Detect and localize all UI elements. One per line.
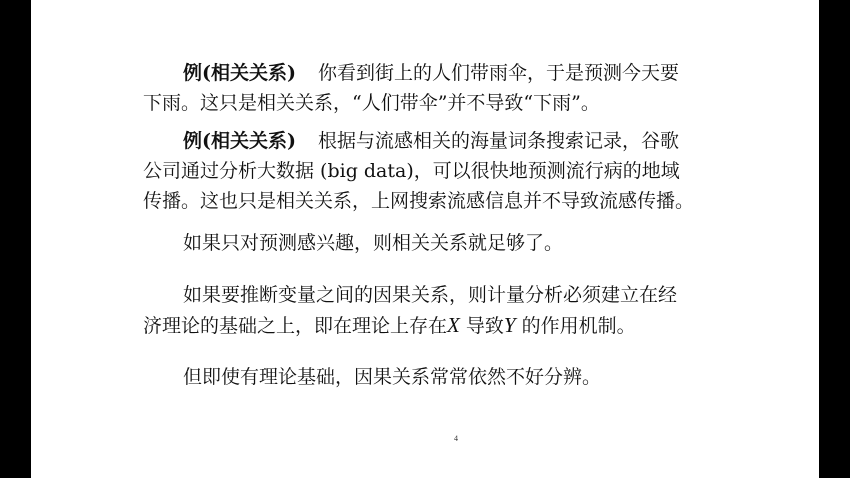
paragraph-line <box>143 310 753 341</box>
paragraph-text: 根据与流感相关的海量词条搜索记录，谷歌 <box>317 130 679 152</box>
math-variable-y: Y <box>503 313 516 337</box>
paragraph-line: 如果要推断变量之间的因果关系，则计量分析必须建立在经 <box>183 284 678 306</box>
paragraph-text: 导致 <box>459 315 504 337</box>
paragraph-text: 济理论的基础之上，即在理论上存在 <box>143 315 448 337</box>
paragraph-text: 你看到街上的人们带雨伞，于是预测今天要 <box>317 62 679 84</box>
paragraph-causality <box>143 280 753 341</box>
example-label: 例(相关关系) <box>183 130 296 152</box>
paragraph-line <box>143 126 753 156</box>
paragraph-line: 但即使有理论基础，因果关系常常依然不好分辨。 <box>183 366 602 388</box>
paragraph-text: 的作用机制。 <box>515 315 636 337</box>
slide-page <box>31 0 819 478</box>
paragraph-line: 传播。这也只是相关关系，上网搜索流感信息并不导致流感传播。 <box>143 190 695 212</box>
example-paragraph-flu <box>143 126 753 216</box>
paragraph-line <box>143 58 753 88</box>
example-label: 例(相关关系) <box>183 62 296 84</box>
paragraph-line: 公司通过分析大数据 (big data)，可以很快地预测流行病的地域 <box>143 160 680 182</box>
paragraph-line: 下雨。这只是相关关系，“人们带伞”并不导致“下雨”。 <box>143 92 600 114</box>
paragraph-conclusion <box>143 362 753 392</box>
example-paragraph-umbrella <box>143 58 753 118</box>
paragraph-line: 如果只对预测感兴趣，则相关关系就足够了。 <box>183 232 564 254</box>
math-variable-x: X <box>447 313 460 337</box>
paragraph-prediction <box>143 228 753 258</box>
page-number: 4 <box>454 434 458 443</box>
